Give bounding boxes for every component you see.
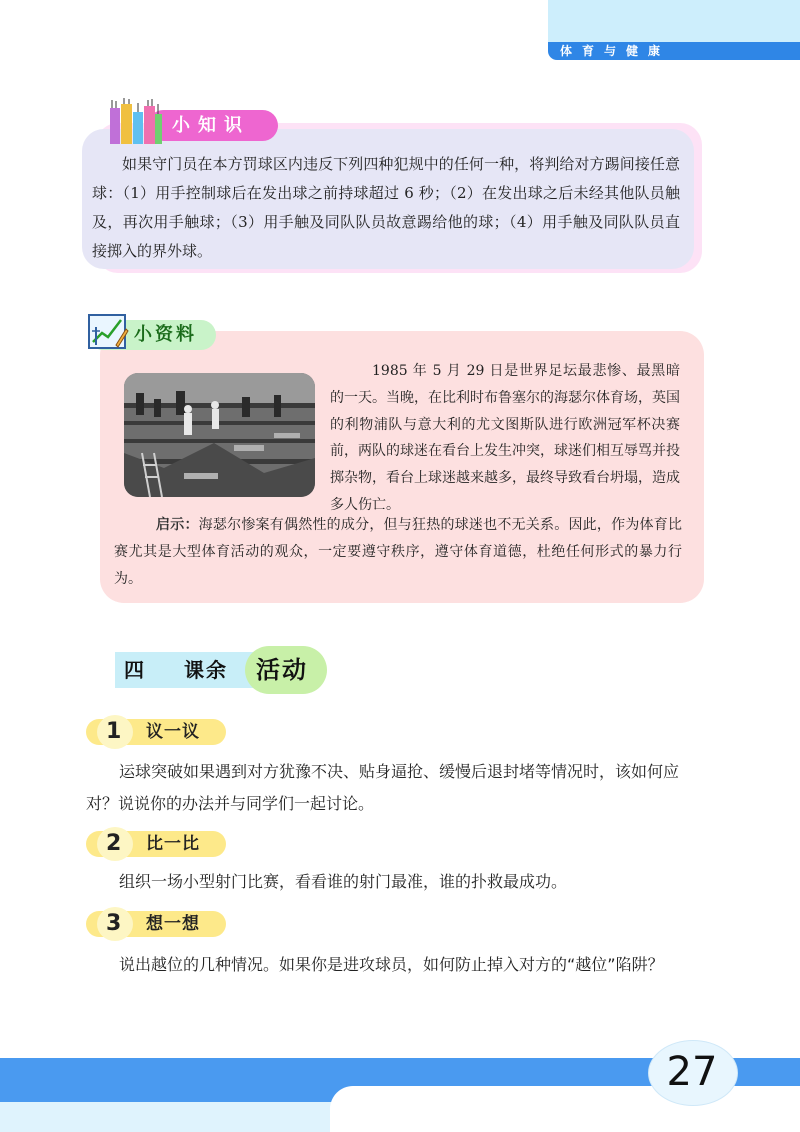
chart-notes-icon [86,311,130,351]
header-title: 体育与健康 [560,44,671,58]
item-2-number: 2 [106,831,122,856]
item-1-text: 运球突破如果遇到对方犹豫不决、贴身逼抢、缓慢后退封堵等情况时，该如何应对？说说你的办法并与同学们一起讨论。 [86,762,680,813]
knowledge-text: 如果守门员在本方罚球区内违反下列四种犯规中的任何一种，将判给对方踢间接任意球：（1）用手控制球后在发出球之前持球超过 6 秒；（2）在发出球之后未经其他队员触及，再次用手触球；（3）用手触及同队队员故意踢给他的球；（4）用手触及同队队员直接掷入的界外球。 [92,155,680,260]
insight-text: 海瑟尔惨案有偶然性的成分，但与狂热的球迷也不无关系。因此，作为体育比赛尤其是大型体育活动的观众，一定要遵守秩序，遵守体育道德，杜绝任何形式的暴力行为。 [114,517,683,587]
activity-number: 四 [124,658,144,682]
data-paragraph: 1985 年 5 月 29 日是世界足坛最悲惨、最黑暗的一天。当晚，在比利时布鲁塞尔的海瑟尔体育场，英国的利物浦队与意大利的尤文图斯队进行欧洲冠军杯决赛前，两队的球迷在看台上发生冲突，球迷们相互辱骂并投掷杂物，看台上球迷越来越多，最终导致看台坍塌，造成多人伤亡。 [330,363,680,513]
item-3-label: 想一想 [146,914,200,934]
insight-label: 启示： [156,517,199,533]
item-1-label: 议一议 [146,722,200,742]
item-1-number: 1 [106,719,122,744]
activity-title-post: 活动 [256,656,308,684]
data-insight [114,512,682,592]
knowledge-label: 小知识 [172,115,250,136]
item-3-number: 3 [106,911,122,936]
item-2-text: 组织一场小型射门比赛，看看谁的射门最准，谁的扑救最成功。 [119,872,568,891]
page-number: 27 [666,1049,718,1095]
data-label: 小资料 [134,324,197,345]
activity-title-pre: 课余 [184,658,228,682]
header-band [548,0,800,42]
stadium-photo [124,373,315,497]
item-3-text: 说出越位的几种情况。如果你是进攻球员，如何防止掉入对方的“越位”陷阱？ [119,955,664,974]
books-icon [108,98,164,146]
item-2-label: 比一比 [146,834,200,854]
